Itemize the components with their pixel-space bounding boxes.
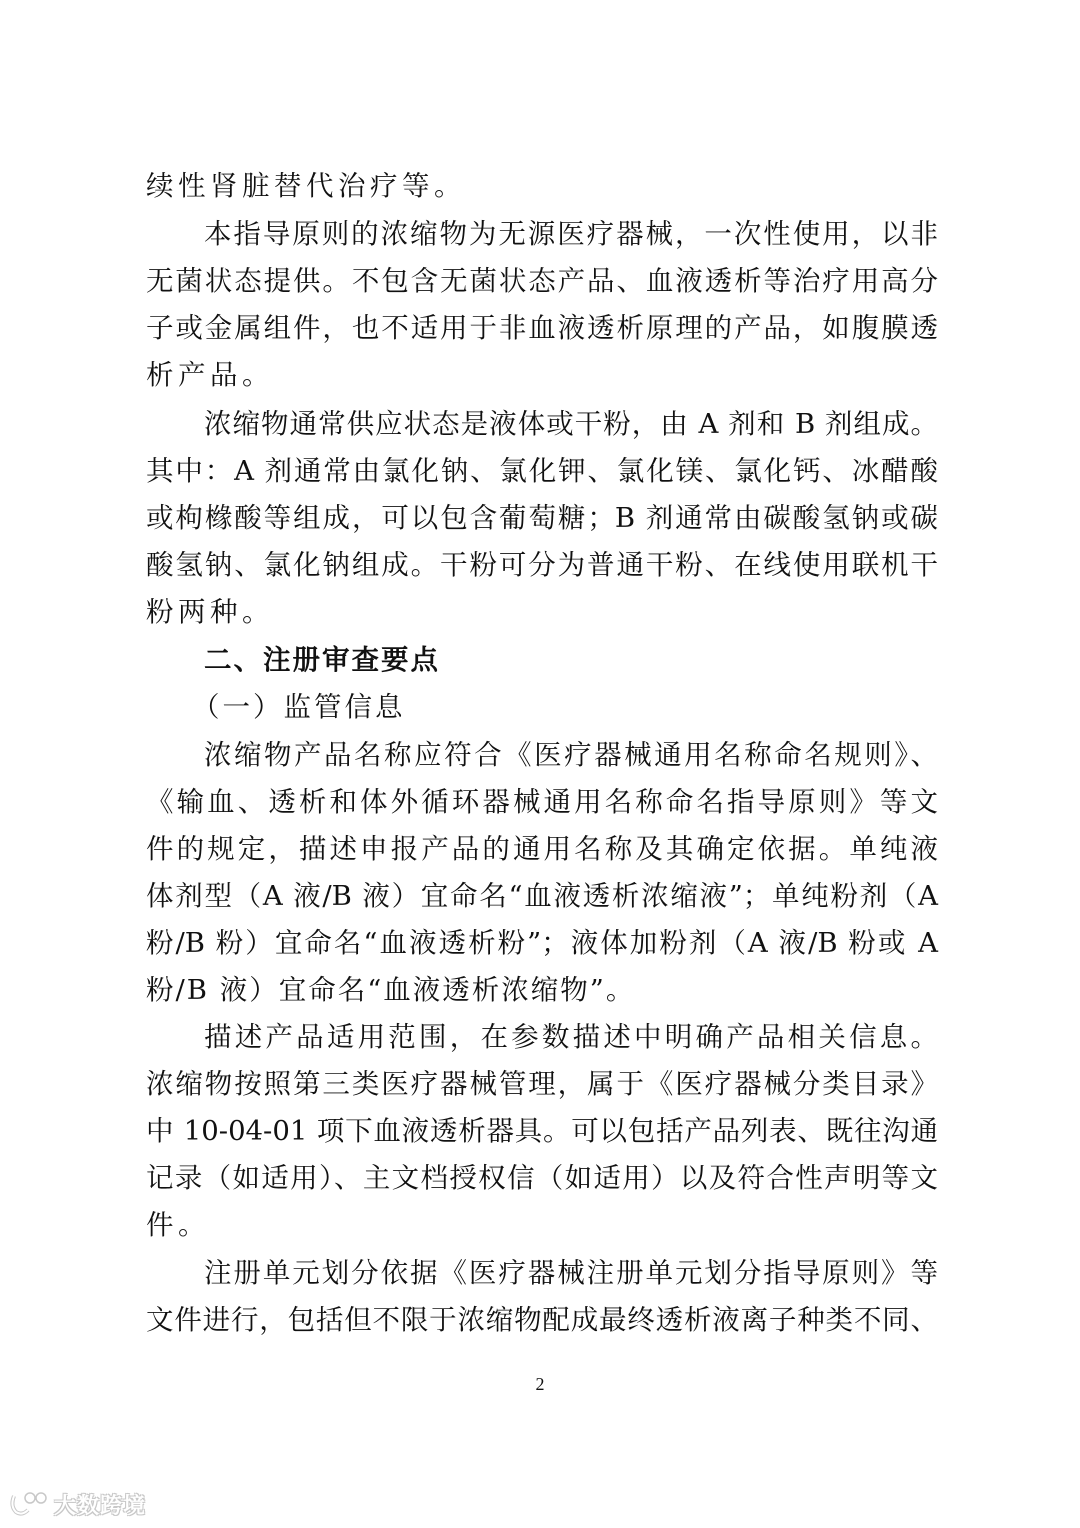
page-number: 2 xyxy=(535,1374,545,1394)
body-line: 无菌状态提供。不包含无菌状态产品、血液透析等治疗用高分 xyxy=(146,265,938,297)
body-line: 浓缩物按照第三类医疗器械管理，属于《医疗器械分类目录》 xyxy=(146,1068,938,1100)
watermark xyxy=(8,1488,146,1520)
body-line: 粉/B 粉）宜命名“血液透析粉”；液体加粉剂（A 液/B 粉或 A xyxy=(146,927,938,959)
body-line: 或枸橼酸等组成，可以包含葡萄糖；B 剂通常由碳酸氢钠或碳 xyxy=(146,502,938,534)
watermark-text: 大数跨境 xyxy=(54,1493,147,1519)
body-line: 酸氢钠、氯化钠组成。干粉可分为普通干粉、在线使用联机干 xyxy=(146,549,938,581)
body-line: 件。 xyxy=(146,1209,210,1241)
section-heading: 二、注册审查要点 xyxy=(204,644,440,676)
body-line: 件的规定，描述申报产品的通用名称及其确定依据。单纯液 xyxy=(146,833,938,865)
body-line: 本指导原则的浓缩物为无源医疗器械，一次性使用，以非 xyxy=(204,218,938,250)
body-line: 粉/B 液）宜命名“血液透析浓缩物”。 xyxy=(146,974,636,1006)
body-line: 续性肾脏替代治疗等。 xyxy=(146,170,466,202)
body-line: 析产品。 xyxy=(146,359,274,391)
body-line: 《输血、透析和体外循环器械通用名称命名指导原则》等文 xyxy=(146,786,938,818)
body-line: 粉两种。 xyxy=(146,596,274,628)
body-line: 浓缩物产品名称应符合《医疗器械通用名称命名规则》、 xyxy=(204,739,938,771)
body-line: 描述产品适用范围，在参数描述中明确产品相关信息。 xyxy=(204,1021,938,1053)
body-line: 文件进行，包括但不限于浓缩物配成最终透析液离子种类不同、 xyxy=(146,1304,938,1336)
subsection-heading: （一）监管信息 xyxy=(192,691,406,723)
body-line: 其中：A 剂通常由氯化钠、氯化钾、氯化镁、氯化钙、冰醋酸 xyxy=(146,455,938,487)
k100-logo-icon xyxy=(8,1490,48,1518)
body-line: 记录（如适用）、主文档授权信（如适用）以及符合性声明等文 xyxy=(146,1162,938,1194)
body-line: 中 10-04-01 项下血液透析器具。可以包括产品列表、既往沟通 xyxy=(146,1115,938,1147)
body-line: 子或金属组件，也不适用于非血液透析原理的产品，如腹膜透 xyxy=(146,312,938,344)
body-line: 注册单元划分依据《医疗器械注册单元划分指导原则》等 xyxy=(204,1257,938,1289)
body-line: 体剂型（A 液/B 液）宜命名“血液透析浓缩液”；单纯粉剂（A xyxy=(146,880,938,912)
body-line: 浓缩物通常供应状态是液体或干粉，由 A 剂和 B 剂组成。 xyxy=(204,408,938,440)
